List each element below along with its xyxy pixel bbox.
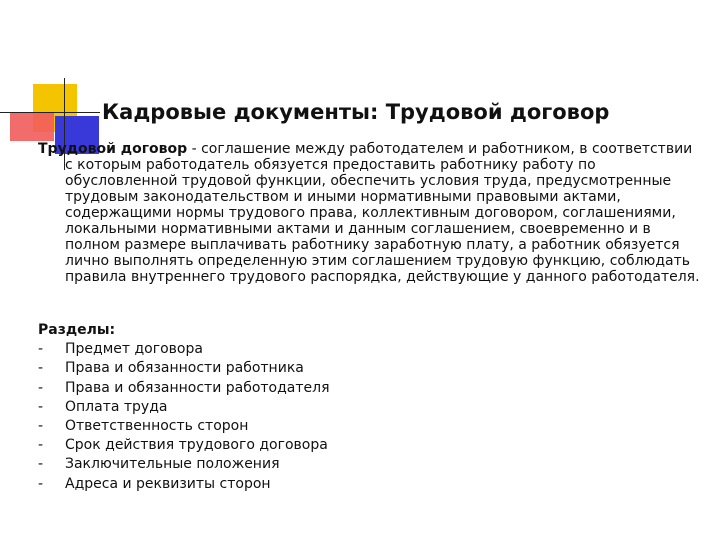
definition-term: Трудовой договор bbox=[38, 141, 188, 157]
list-bullet: - bbox=[38, 341, 44, 358]
list-item bbox=[38, 436, 702, 455]
list-bullet: - bbox=[38, 379, 44, 396]
list-item bbox=[38, 379, 702, 398]
list-bullet: - bbox=[38, 398, 44, 415]
list-bullet: - bbox=[38, 456, 44, 473]
decor-horizontal-line bbox=[0, 112, 100, 113]
list-item bbox=[38, 417, 702, 436]
list-item bbox=[38, 359, 702, 378]
list-item-text: Предмет договора bbox=[65, 341, 203, 358]
list-item-text: Оплата труда bbox=[65, 398, 168, 415]
definition-text: - соглашение между работодателем и работником, в соответствии с которым работодатель обязуется предоставить работнику работу по обусловленной трудовой функции, обеспечить условия труда, предусмотренные трудовым законодательством и иными нормативными правовыми актами, содержащими нормы трудового права, коллективным договором, соглашениями, локальными нормативными актами и данным соглашением, своевременно и в полном размере выплачивать работнику заработную плату, а работник обязуется лично выполнять определенную этим соглашением трудовую функцию, соблюдать правила внутреннего трудового распорядка, действующие у данного работодателя. bbox=[65, 141, 700, 285]
list-item bbox=[38, 475, 702, 494]
list-item-text: Права и обязанности работодателя bbox=[65, 379, 330, 396]
sections-list bbox=[38, 321, 702, 494]
list-item-text: Ответственность сторон bbox=[65, 418, 249, 435]
list-item-text: Права и обязанности работника bbox=[65, 360, 304, 377]
sections-heading: Разделы: bbox=[38, 322, 116, 338]
definition-paragraph bbox=[38, 141, 702, 285]
decor-red-square bbox=[10, 113, 54, 141]
list-item-text: Заключительные положения bbox=[65, 456, 280, 473]
list-item bbox=[38, 398, 702, 417]
list-item-text: Срок действия трудового договора bbox=[65, 437, 328, 454]
list-bullet: - bbox=[38, 475, 44, 492]
list-item bbox=[38, 455, 702, 474]
list-bullet: - bbox=[38, 437, 44, 454]
slide-title: Кадровые документы: Трудовой договор bbox=[102, 100, 610, 124]
list-bullet: - bbox=[38, 418, 44, 435]
list-item-text: Адреса и реквизиты сторон bbox=[65, 475, 271, 492]
list-bullet: - bbox=[38, 360, 44, 377]
list-item bbox=[38, 340, 702, 359]
